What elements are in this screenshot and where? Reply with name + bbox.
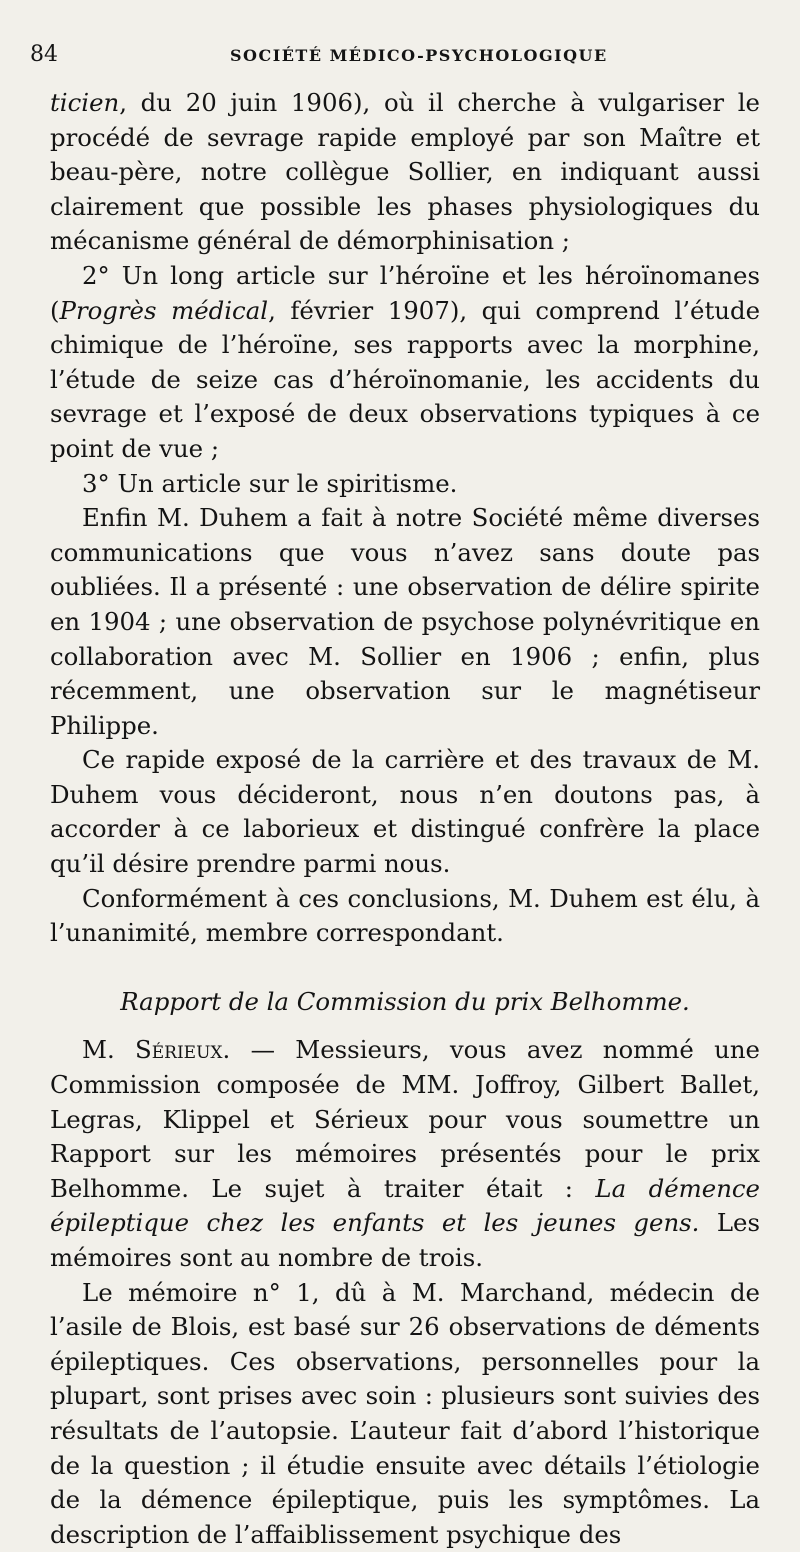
page-header <box>30 42 760 72</box>
paragraph-text: , du 20 juin 1906), où il cherche à vulgariser le procédé de sevrage rapide employé par son Maître et beau-père, notre collègue Sollier, en indiquant aussi clairement que possible les phases physiologiques du mécanisme général de démorphinisation ; <box>50 88 760 256</box>
journal-title: Progrès médical <box>59 295 269 325</box>
paragraph-heroin-article <box>50 259 760 467</box>
paragraph-summary: Ce rapide exposé de la carrière et des travaux de M. Duhem vous décideront, nous n’en doutons pas, à accorder à ce laborieux et distingué confrère la place qu’il désire prendre parmi nous. <box>50 745 760 879</box>
paragraph-commission <box>50 1033 760 1275</box>
paragraph-text: — Messieurs, vous avez nommé une Commission composée de MM. Joffroy, Gilbert Ballet, Legras, Klippel et Sérieux pour vous soumettre un Rapport sur les mémoires présentés pour le prix Belhomme. Le sujet à traiter était : <box>50 1035 760 1203</box>
paragraph-memoir-1: Le mémoire n° 1, dû à M. Marchand, médecin de l’asile de Blois, est basé sur 26 observations de déments épileptiques. Ces observations, personnelles pour la plupart, sont prises avec soin : plusieurs sont suivies des résultats de l’autopsie. L’auteur fait d’abord l’historique de la question ; il étudie ensuite avec détails l’étiologie de la démence épileptique, puis les symptômes. La description de l’affaiblissement psychique des <box>50 1277 760 1549</box>
paragraph-election: Conformément à ces conclusions, M. Duhem est élu, à l’unanimité, membre correspondant. <box>50 883 760 948</box>
paragraph-text: 2° Un long article sur l’héroïne et les héroïnomanes ( <box>50 260 760 325</box>
body-text <box>50 86 760 1552</box>
page-number: 84 <box>30 42 58 67</box>
section-title: Rapport de la Commission du prix Belhomme. <box>120 986 690 1016</box>
paragraph-text: Les mémoires sont au nombre de trois. <box>50 1208 760 1272</box>
paragraph-text: , février 1907), qui comprend l’étude chimique de l’héroïne, ses rapports avec la morphine, l’étude de seize cas d’héroïnomanie, les accidents du sevrage et l’exposé de deux observations typiques à ce point de vue ; <box>50 295 761 463</box>
paragraph-continuation <box>50 86 760 259</box>
prize-subject: La démence épileptique chez les enfants et les jeunes gens. <box>50 1173 760 1238</box>
running-title: SOCIÉTÉ MÉDICO-PSYCHOLOGIQUE <box>230 46 608 65</box>
paragraph-communications: Enfin M. Duhem a fait à notre Société même diverses communications que vous n’avez sans doute pas oubliées. Il a présenté : une observation de délire spirite en 1904 ; une observation de psychose polynévritique en collaboration avec M. Sollier en 1906 ; enfin, plus récemment, une observation sur le magnétiseur Philippe. <box>50 503 760 740</box>
paragraph-spiritism-article: 3° Un article sur le spiritisme. <box>82 468 458 498</box>
speaker-name: M. Sérieux. <box>82 1035 231 1065</box>
italic-fragment: ticien <box>50 88 120 117</box>
